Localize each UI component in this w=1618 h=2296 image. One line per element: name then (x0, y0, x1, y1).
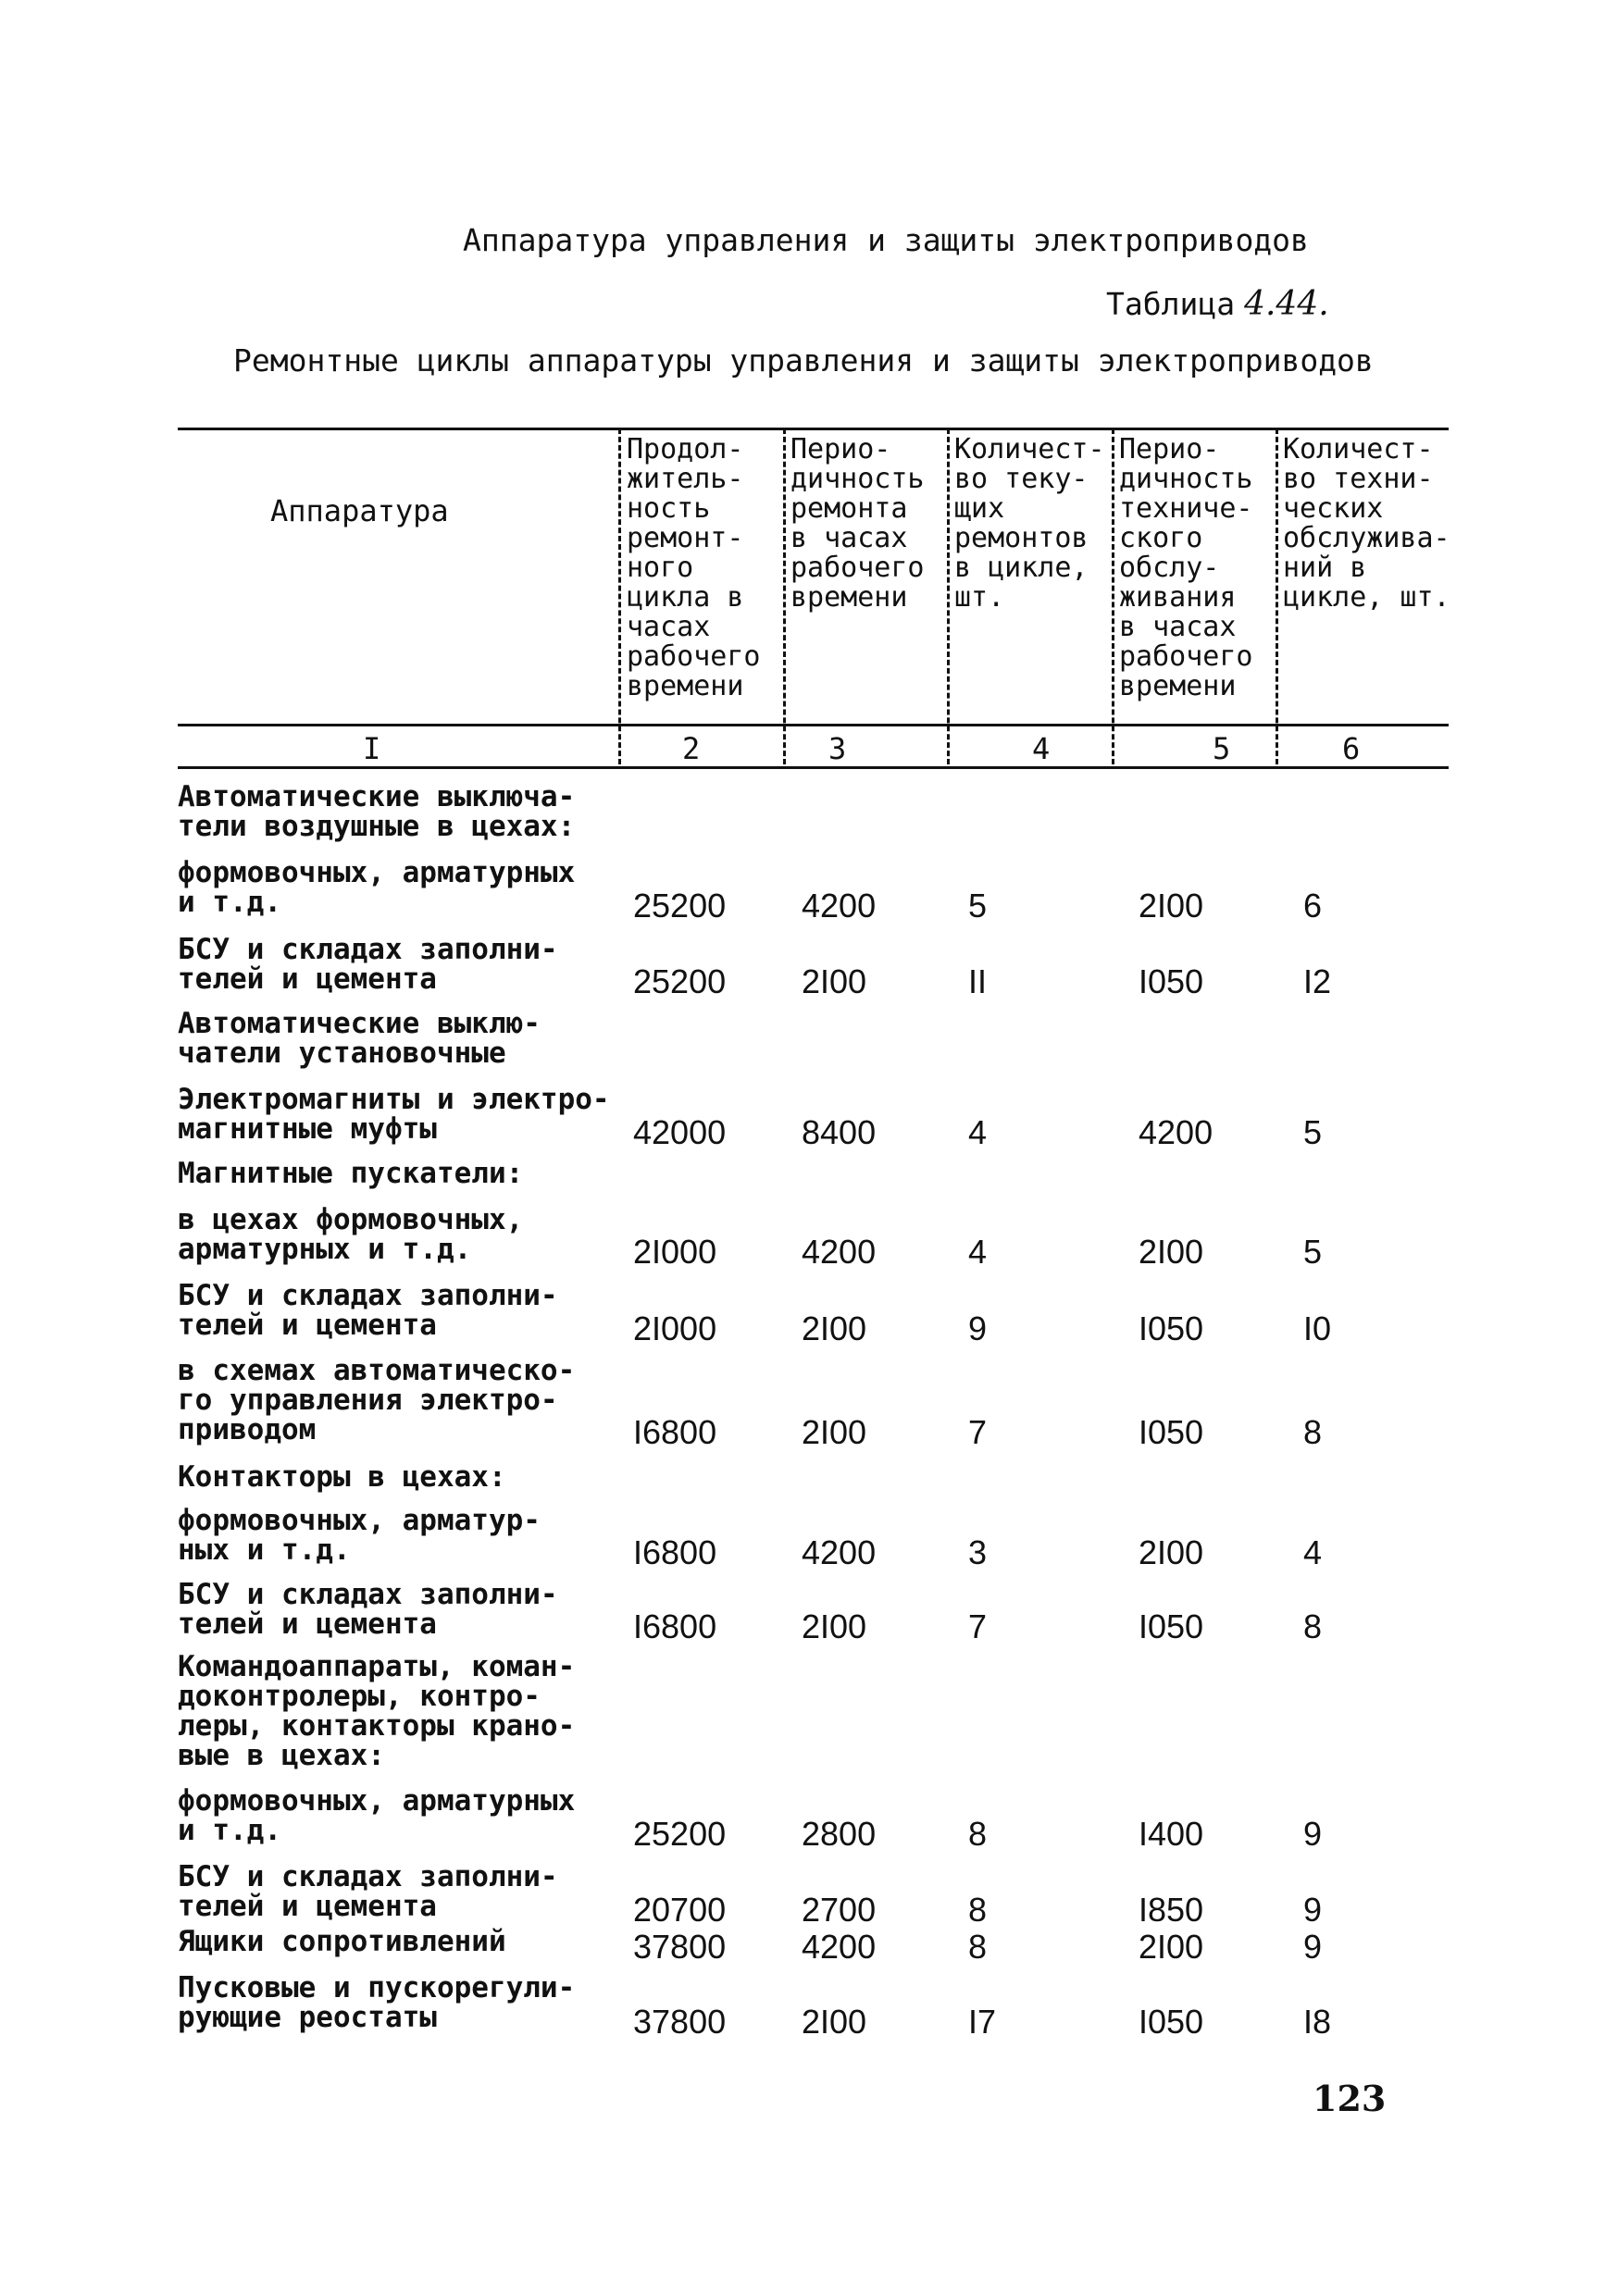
row-name: формовочных, арматурных и т.д. (178, 856, 576, 919)
row-value-col3: 8400 (802, 1113, 877, 1151)
row-value-col2: 2I000 (633, 1309, 717, 1347)
row-name: БСУ и складах заполни- телей и цемента (178, 1279, 558, 1342)
table-label-text: Таблица (1106, 286, 1236, 322)
page-number: 123 (1313, 2078, 1387, 2119)
row-value-col5: 2I00 (1139, 1533, 1204, 1571)
row-value-col6: 8 (1303, 1413, 1323, 1451)
row-value-col3: 4200 (802, 887, 877, 925)
row-name: Ящики сопротивлений (178, 1925, 506, 1958)
header-current-repairs-count: Количест- во теку- щих ремонтов в цикле, шт. (954, 433, 1105, 614)
table-caption: Ремонтные циклы аппаратуры управления и защиты электроприводов (233, 342, 1374, 379)
table-label (1106, 285, 1329, 323)
row-name: Электромагниты и электро- магнитные муфты (178, 1083, 610, 1146)
row-value-col5: I850 (1139, 1891, 1204, 1929)
row-value-col2: I6800 (633, 1413, 717, 1451)
row-value-col4: II (968, 962, 988, 1000)
row-value-col6: 9 (1303, 1891, 1323, 1929)
row-value-col3: 2700 (802, 1891, 877, 1929)
row-value-col2: 42000 (633, 1113, 727, 1151)
row-value-col3: 2I00 (802, 2003, 867, 2041)
column-divider-5 (1276, 428, 1278, 764)
column-divider-2 (783, 428, 786, 764)
column-number-2: 2 (682, 731, 701, 766)
row-name: Автоматические выклю- чатели установочные (178, 1007, 541, 1070)
column-divider-4 (1112, 428, 1114, 764)
row-name: БСУ и складах заполни- телей и цемента (178, 1860, 558, 1923)
row-name: БСУ и складах заполни- телей и цемента (178, 1578, 558, 1641)
row-value-col4: 7 (968, 1413, 988, 1451)
row-value-col6: 4 (1303, 1533, 1323, 1571)
row-value-col5: I050 (1139, 962, 1204, 1000)
row-name: БСУ и складах заполни- телей и цемента (178, 933, 558, 996)
row-value-col5: 2I00 (1139, 887, 1204, 925)
row-name: в цехах формовочных, арматурных и т.д. (178, 1203, 524, 1266)
row-name: в схемах автоматическо- го управления электро- приводом (178, 1354, 576, 1446)
row-value-col3: 4200 (802, 1928, 877, 1966)
row-value-col4: 8 (968, 1815, 988, 1853)
row-value-col3: 2I00 (802, 1413, 867, 1451)
row-value-col2: 37800 (633, 2003, 727, 2041)
row-value-col6: 8 (1303, 1607, 1323, 1645)
row-value-col3: 4200 (802, 1233, 877, 1271)
row-value-col4: 3 (968, 1533, 988, 1571)
row-name: формовочных, арматурных и т.д. (178, 1784, 576, 1847)
row-name: Автоматические выключа- тели воздушные в цехах: (178, 780, 576, 843)
row-value-col6: 5 (1303, 1233, 1323, 1271)
row-value-col5: I050 (1139, 1413, 1204, 1451)
row-value-col5: I400 (1139, 1815, 1204, 1853)
row-value-col2: I6800 (633, 1607, 717, 1645)
row-value-col3: 2800 (802, 1815, 877, 1853)
row-value-col4: 4 (968, 1113, 988, 1151)
row-value-col2: 2I000 (633, 1233, 717, 1271)
row-name: Командоаппараты, коман- доконтролеры, контро- леры, контакторы крано- вые в цехах: (178, 1650, 576, 1772)
column-number-5: 5 (1213, 731, 1231, 766)
row-value-col6: I8 (1303, 2003, 1332, 2041)
row-value-col5: I050 (1139, 1607, 1204, 1645)
row-name: формовочных, арматур- ных и т.д. (178, 1504, 541, 1567)
row-value-col2: 25200 (633, 887, 727, 925)
table-number: 4.44. (1244, 285, 1329, 323)
row-name: Контакторы в цехах: (178, 1460, 506, 1494)
row-value-col5: 2I00 (1139, 1928, 1204, 1966)
column-divider-3 (947, 428, 950, 764)
row-value-col2: 20700 (633, 1891, 727, 1929)
section-title: Аппаратура управления и защиты электроприводов (463, 222, 1309, 258)
header-maintenance-periodicity: Перио- дичность техниче- ского обслу- живания в часах рабочего времени (1119, 433, 1253, 702)
row-value-col4: I7 (968, 2003, 997, 2041)
header-maintenance-count: Количест- во техни- ческих обслужива- ний в цикле, шт. (1283, 433, 1450, 614)
row-value-col2: I6800 (633, 1533, 717, 1571)
row-value-col4: 8 (968, 1928, 988, 1966)
row-value-col6: 5 (1303, 1113, 1323, 1151)
column-divider-1 (618, 428, 621, 764)
row-value-col6: 9 (1303, 1928, 1323, 1966)
row-value-col5: I050 (1139, 1309, 1204, 1347)
row-value-col6: I0 (1303, 1309, 1332, 1347)
table-top-rule (178, 428, 1449, 430)
header-apparatus: Аппаратура (270, 493, 449, 528)
header-cycle-duration: Продол- житель- ность ремонт- ного цикла в часах рабочего времени (627, 433, 761, 702)
row-value-col4: 4 (968, 1233, 988, 1271)
row-value-col3: 2I00 (802, 1309, 867, 1347)
row-value-col6: I2 (1303, 962, 1332, 1000)
row-value-col3: 2I00 (802, 1607, 867, 1645)
row-value-col5: 4200 (1139, 1113, 1214, 1151)
row-value-col4: 5 (968, 887, 988, 925)
column-number-3: 3 (828, 731, 847, 766)
row-value-col2: 25200 (633, 962, 727, 1000)
row-value-col5: 2I00 (1139, 1233, 1204, 1271)
row-value-col5: I050 (1139, 2003, 1204, 2041)
column-numbers-rule (178, 766, 1449, 769)
column-number-4: 4 (1032, 731, 1051, 766)
column-number-1: I (363, 731, 381, 766)
row-name: Магнитные пускатели: (178, 1157, 524, 1190)
row-value-col3: 4200 (802, 1533, 877, 1571)
header-bottom-rule (178, 724, 1449, 726)
column-number-6: 6 (1342, 731, 1361, 766)
row-value-col4: 7 (968, 1607, 988, 1645)
row-value-col6: 9 (1303, 1815, 1323, 1853)
row-value-col4: 8 (968, 1891, 988, 1929)
row-value-col4: 9 (968, 1309, 988, 1347)
row-value-col2: 37800 (633, 1928, 727, 1966)
row-value-col6: 6 (1303, 887, 1323, 925)
row-value-col2: 25200 (633, 1815, 727, 1853)
row-name: Пусковые и пускорегули- рующие реостаты (178, 1971, 576, 2034)
header-repair-periodicity: Перио- дичность ремонта в часах рабочего времени (790, 433, 925, 614)
row-value-col3: 2I00 (802, 962, 867, 1000)
